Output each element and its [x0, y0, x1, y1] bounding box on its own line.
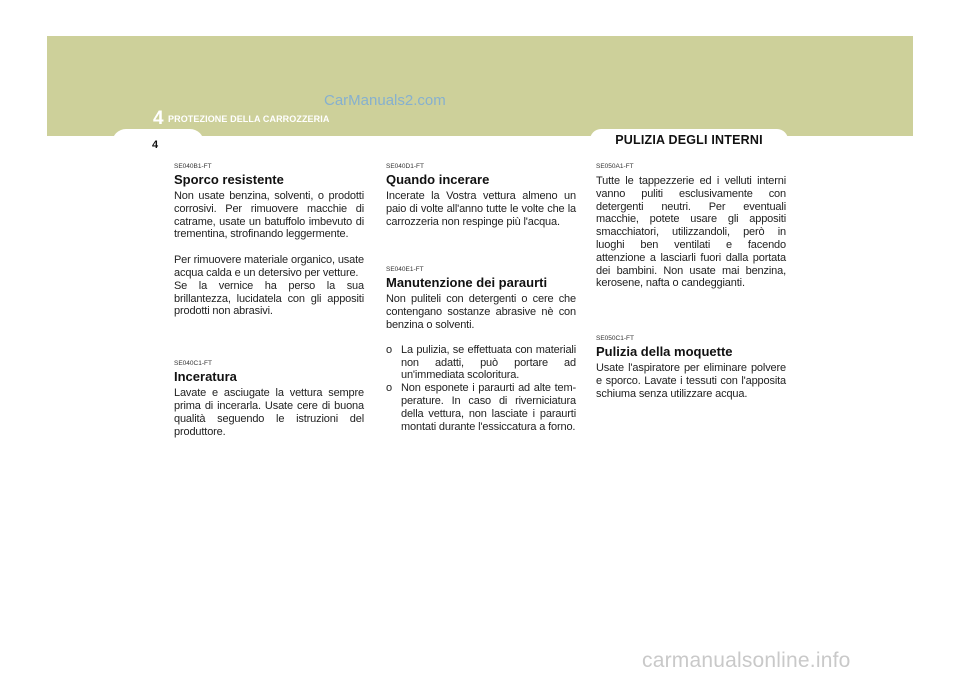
page-number: 4	[152, 139, 159, 151]
watermark-link[interactable]: CarManuals2.com	[324, 92, 446, 109]
paragraph: Se la vernice ha perso la sua brillantezza, lucidatela con gli appositi prodotti non abrasivi.	[174, 279, 364, 318]
chapter-number: 4	[153, 108, 164, 129]
paragraph: Non usate benzina, solventi, o prodotti corrosivi. Per rimuovere macchie di catrame, usate un batuffolo imbevuto di trementina, strofinando leggermente.	[174, 190, 364, 241]
paragraph: Per rimuovere materiale organico, usate acqua calda e un detersivo per vetture.	[174, 254, 364, 279]
list-item	[386, 344, 576, 382]
bullet-text: Non esponete i paraurti ad alte tem-perature. In caso di riverniciatura della vettura, non lasciate i paraurti montati durante l'essiccatura a forno.	[401, 382, 576, 433]
paragraph: Usate l'aspiratore per eliminare polvere e sporco. Lavate i tessuti con l'apposita schiuma senza utilizzare acqua.	[596, 362, 786, 400]
section-code: SE050C1-FT	[596, 335, 634, 343]
section-code: SE040C1-FT	[174, 360, 212, 368]
paragraph: Lavate e asciugate la vettura sempre prima di incerarla. Usate cere di buona qualità seguendo le istruzioni del produttore.	[174, 387, 364, 438]
chapter-title: PROTEZIONE DELLA CARROZZERIA	[168, 114, 330, 124]
section-code: SE050A1-FT	[596, 163, 634, 170]
section-title: Pulizia della moquette	[596, 344, 733, 360]
section-title: Quando incerare	[386, 172, 490, 187]
bullet-text: La pulizia, se effettuata con materiali non adatti, può portare ad un'immediata scoloritura.	[401, 343, 576, 382]
section-code: SE040B1-FT	[174, 163, 212, 170]
section-code: SE040D1-FT	[386, 163, 424, 170]
section-title: Manutenzione dei paraurti	[386, 275, 548, 291]
paragraph: Incerate la Vostra vettura almeno un paio di volte all'anno tutte le volte che la carrozzeria non respinge più l'acqua.	[386, 190, 576, 228]
section-code: SE040E1-FT	[386, 266, 424, 274]
section-tab: PULIZIA DEGLI INTERNI	[590, 129, 788, 151]
bullet-mark: o	[386, 382, 392, 395]
section-title: Inceratura	[174, 369, 237, 385]
list-item	[386, 382, 576, 433]
bullet-mark: o	[386, 343, 392, 356]
section-title: Sporco resistente	[174, 172, 284, 187]
column-3	[596, 163, 786, 401]
column-1	[174, 163, 364, 438]
footer-watermark[interactable]: carmanualsonline.info	[642, 649, 851, 672]
column-2	[386, 163, 576, 433]
paragraph: Non puliteli con detergenti o cere che contengano sostanze abrasive nè con benzina o solventi.	[386, 293, 576, 331]
paragraph: Tutte le tappezzerie ed i velluti interni vanno puliti esclusivamente con detergenti neutri. Per eventuali macchie, potete usare gli appositi smacchiatori, utilizzandoli, però in luoghi ben ventilati e facendo attenzione a lasciarli fuori dalla portata dei bambini. Non usate mai benzina, kerosene, nafta o candeggianti.	[596, 175, 786, 290]
